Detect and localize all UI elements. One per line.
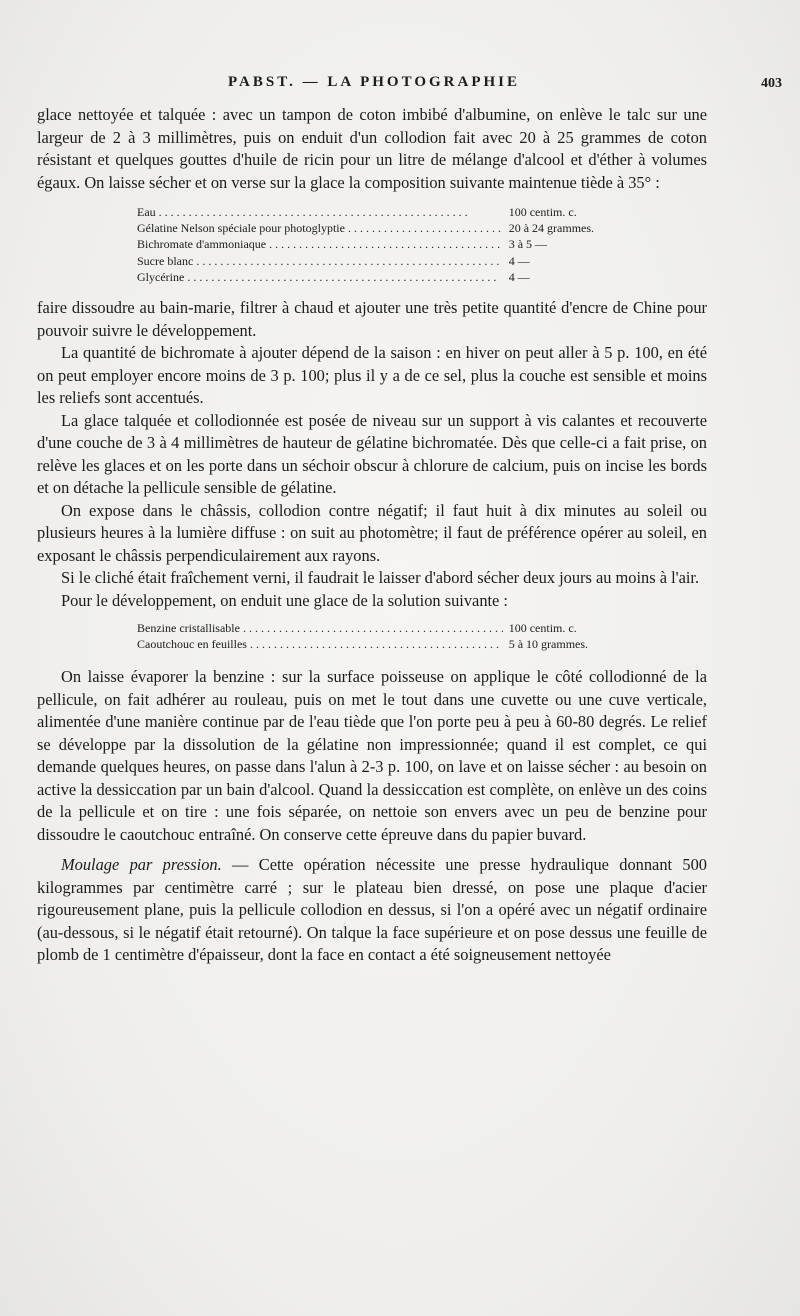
running-title: PABST. — LA PHOTOGRAPHIE [227,74,521,90]
ingredient-amount: 5 à 10 grammes. [508,637,589,652]
ingredient-amount: 3 à 5 — [508,237,548,252]
paragraph-6: Si le cliché était fraîchement verni, il faudrait le laisser d'abord sécher deux jours au moins à l'air. [61,568,700,588]
recipe-row [137,269,657,285]
ingredient-name: Benzine cristallisable [137,621,240,636]
recipe-gelatine [137,204,657,285]
running-header [38,74,782,96]
paragraph-1: glace nettoyée et talquée : avec un tampon de coton imbibé d'albumine, on enlève le talc sur une largeur de 2 à 3 millimètres, puis on enduit d'un collodion fait avec 20 à 25 grammes de coton résistant et quelques gouttes d'huile de ricin pour un litre de mélange d'alcool et d'éther à volumes égaux. On laisse sécher et on verse sur la glace la composition suivante maintenue tiède à 35° : [37,105,707,192]
ingredient-amount: 20 à 24 grammes. [508,221,595,236]
paragraph-5: On expose dans le châssis, collodion contre négatif; il faut huit à dix minutes au soleil ou plusieurs heures à la lumière diffuse : on suit au photomètre; il faut de préférence opérer au soleil, en exposant le châssis perpendiculairement aux rayons. [37,500,707,565]
paragraph-8: On laisse évaporer la benzine : sur la surface poisseuse on applique le côté collodionné de la pellicule, on fait adhérer au rouleau, puis on met le tout dans une cuvette ou une cuve verticale, alimentée d'une manière continue par de l'eau tiède que l'on porte peu à peu à 60-80 degrés. Le relief se développe par la dissolution de la gélatine non impressionnée; quand il est complet, ce qui demande quelques heures, on passe dans l'alun à 2-3 p. 100, on lave et on laisse sécher : au besoin on active la dessiccation par un bain d'alcool. Quand la dessiccation est complète, on enlève un des coins de la pellicule et on tire : une fois séparée, on nettoie son envers avec un peu de benzine pour dissoudre le caoutchouc entraîné. On conserve cette épreuve dans du papier buvard. [37,667,707,844]
section-title-moulage: Moulage par pression. [61,855,222,875]
paragraph-9 [37,854,707,967]
paragraph-3: La quantité de bichromate à ajouter dépend de la saison : en hiver on peut aller à 5 p. 100, en été on peut employer encore moins de 3 p. 100; plus il y a de ce sel, plus la couche est sensible et moins les reliefs sont accentués. [37,343,707,408]
ingredient-name: Eau [137,205,156,219]
ingredient-name: Gélatine Nelson spéciale pour photoglyptie [137,221,345,236]
page-number: 403 [761,76,782,91]
ingredient-amount: 4 — [508,253,530,268]
paragraph-9-text: — Cette opération nécessite une presse hydraulique donnant 500 kilogrammes par centimètre carré ; sur le plateau bien dressé, on pose une plaque d'acier rigoureusement plane, puis la pellicule collodion en dessus, si l'on a opéré avec un négatif ordinaire (au-dessous, si le négatif était retourné). On talque la face supérieure et on pose dessus une feuille de plomb de 1 centimètre d'épaisseur, dont la face en contact a été soigneusement nettoyée [37,855,707,965]
paragraph-2: faire dissoudre au bain-marie, filtrer à chaud et ajouter une très petite quantité d'encre de Chine pour pouvoir suivre le développement. [37,298,707,340]
page-body [37,104,707,967]
recipe-row [137,220,657,236]
ingredient-amount: 4 — [508,269,530,284]
recipe-row [137,204,657,220]
recipe-row [137,636,657,652]
ingredient-name: Sucre blanc [137,253,194,268]
recipe-row [137,620,657,636]
recipe-row [137,253,657,269]
ingredient-amount: 100 centim. c. [508,205,577,219]
ingredient-name: Bichromate d'ammoniaque [137,237,267,252]
recipe-row [137,236,657,252]
paragraph-4: La glace talquée et collodionnée est posée de niveau sur un support à vis calantes et recouverte d'une couche de 3 à 4 millimètres de hauteur de gélatine bichromatée. Dès que celle-ci a fait prise, on relève les glaces et on les porte dans un séchoir obscur à chlorure de calcium, puis on incise les bords et on détache la pellicule sensible de gélatine. [37,410,707,498]
ingredient-name: Glycérine [137,269,185,284]
ingredient-amount: 100 centim. c. [508,621,577,636]
paragraph-7: Pour le développement, on enduit une glace de la solution suivante : [61,590,508,610]
recipe-benzine [137,620,657,652]
ingredient-name: Caoutchouc en feuilles [137,637,247,652]
